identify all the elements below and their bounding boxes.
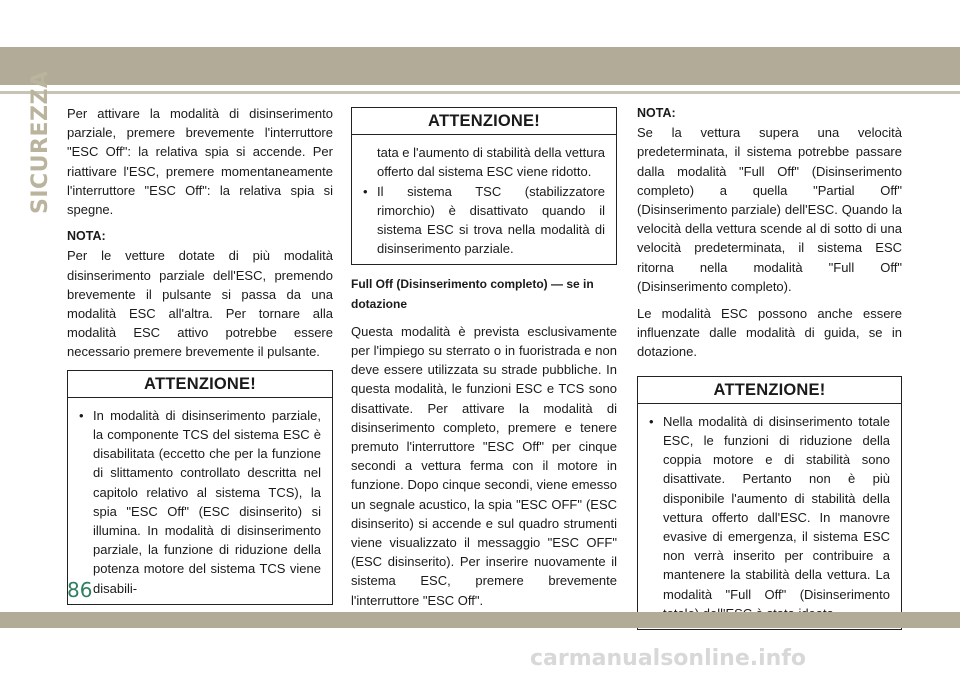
warning-box bbox=[637, 376, 902, 630]
warning-body bbox=[352, 135, 616, 264]
warning-box bbox=[67, 370, 333, 605]
footer-band bbox=[0, 612, 960, 628]
column-right bbox=[637, 104, 902, 640]
column-middle bbox=[351, 107, 617, 618]
bullet-icon: • bbox=[363, 183, 368, 199]
warning-bullet bbox=[363, 182, 605, 259]
warning-title: ATTENZIONE! bbox=[352, 108, 616, 135]
warning-body bbox=[638, 404, 901, 629]
warning-bullet bbox=[79, 406, 321, 598]
note-label: NOTA: bbox=[67, 229, 106, 244]
note-text: Se la vettura supera una velocità predeterminata, il sistema potrebbe passare dalla modalità "Full Off" (Disinserimento completo) a quella "Partial Off" (Disinserimento parziale) dell'ESC. Quando la velocità della vettura scende al di sotto di una velocità predeterminata, il sistema ESC ritorna nella modalità "Full Off" (Disinserimento completo). bbox=[637, 125, 902, 294]
paragraph: Per attivare la modalità di disinserimento parziale, premere brevemente l'interruttore "ESC Off": la relativa spia si accende. Per riattivare l'ESC, premere momentaneamente l'interruttore "ESC Off": la relativa spia si spegne. bbox=[67, 106, 333, 218]
warning-title: ATTENZIONE! bbox=[68, 371, 332, 398]
watermark: carmanualsonline.info bbox=[530, 646, 806, 671]
header-rule bbox=[0, 91, 960, 94]
note-text: Per le vetture dotate di più modalità disinserimento parziale dell'ESC, premendo brevemente il pulsante si passa da una modalità ESC all'altra. Per tornare alla modalità ESC attivo potrebbe essere necessario premere brevemente il pulsante. bbox=[67, 248, 333, 360]
bullet-icon: • bbox=[649, 413, 654, 429]
warning-title: ATTENZIONE! bbox=[638, 377, 901, 404]
warning-body bbox=[68, 398, 332, 604]
warning-bullet-text: Nella modalità di disinserimento totale ESC, le funzioni di riduzione della coppia motore e di stabilità sono disattivate. Pertanto non è più disponibile l'aumento di stabilità della vettura offerto dall'ESC. In manovre evasive di emergenza, il sistema ESC non verrà inserito per contribuire a mantenere la stabilità della vettura. La modalità "Full Off" (Disinserimento bbox=[663, 413, 890, 602]
paragraph: Questa modalità è prevista esclusivamente per l'impiego su sterrato o in fuoristrada e non deve essere utilizzata su strade pubbliche. In questa modalità, le funzioni ESC e TCS sono disattivate. Per attivare la modalità di disinserimento completo, premere e tenere premuto l'interruttore "ESC Off" per cinque secondi a vettura ferma con il motore in funzione. Dopo cinque secondi, viene emesso un segnale acustico, la spia "ESC OFF" (ESC disinserito) si accende e sul quadro strumenti viene visualizzato il messaggio "ESC OFF" (ESC disinserito). Per inserire nuovamente il sistema ESC, premere brevemente l'interruttore "ESC Off". bbox=[351, 323, 617, 608]
page-number: 86 bbox=[67, 578, 93, 602]
warning-bullet-text: In modalità di disinserimento parziale, la componente TCS del sistema ESC è disabilitata (eccetto che per la funzione di slittamento controllato descritta nel capitolo relativo al sistema TCS), la spia "ESC Off" (ESC disinserito) si illumina. In modalità di disinserimento parziale, la funzione di riduzione della potenza motore del sistema TCS viene disabili- bbox=[93, 407, 321, 596]
header-band bbox=[0, 47, 960, 85]
paragraph: Le modalità ESC possono anche essere influenzate dalle modalità di guida, se in dotazione. bbox=[637, 306, 902, 360]
bullet-icon: • bbox=[79, 407, 84, 423]
warning-bullet bbox=[649, 412, 890, 623]
warning-box bbox=[351, 107, 617, 265]
warning-bullet-text: Il sistema TSC (stabilizzatore rimorchio) è disattivato quando il sistema ESC si trova nella modalità di disinserimento parziale. bbox=[377, 183, 605, 257]
note-label: NOTA: bbox=[637, 106, 676, 120]
section-subheading: Full Off (Disinserimento completo) — se in dotazione bbox=[351, 277, 594, 311]
warning-continuation: tata e l'aumento di stabilità della vettura offerto dal sistema ESC viene ridotto. bbox=[377, 145, 605, 180]
section-label: SICUREZZA bbox=[28, 70, 53, 214]
column-left bbox=[67, 104, 333, 615]
